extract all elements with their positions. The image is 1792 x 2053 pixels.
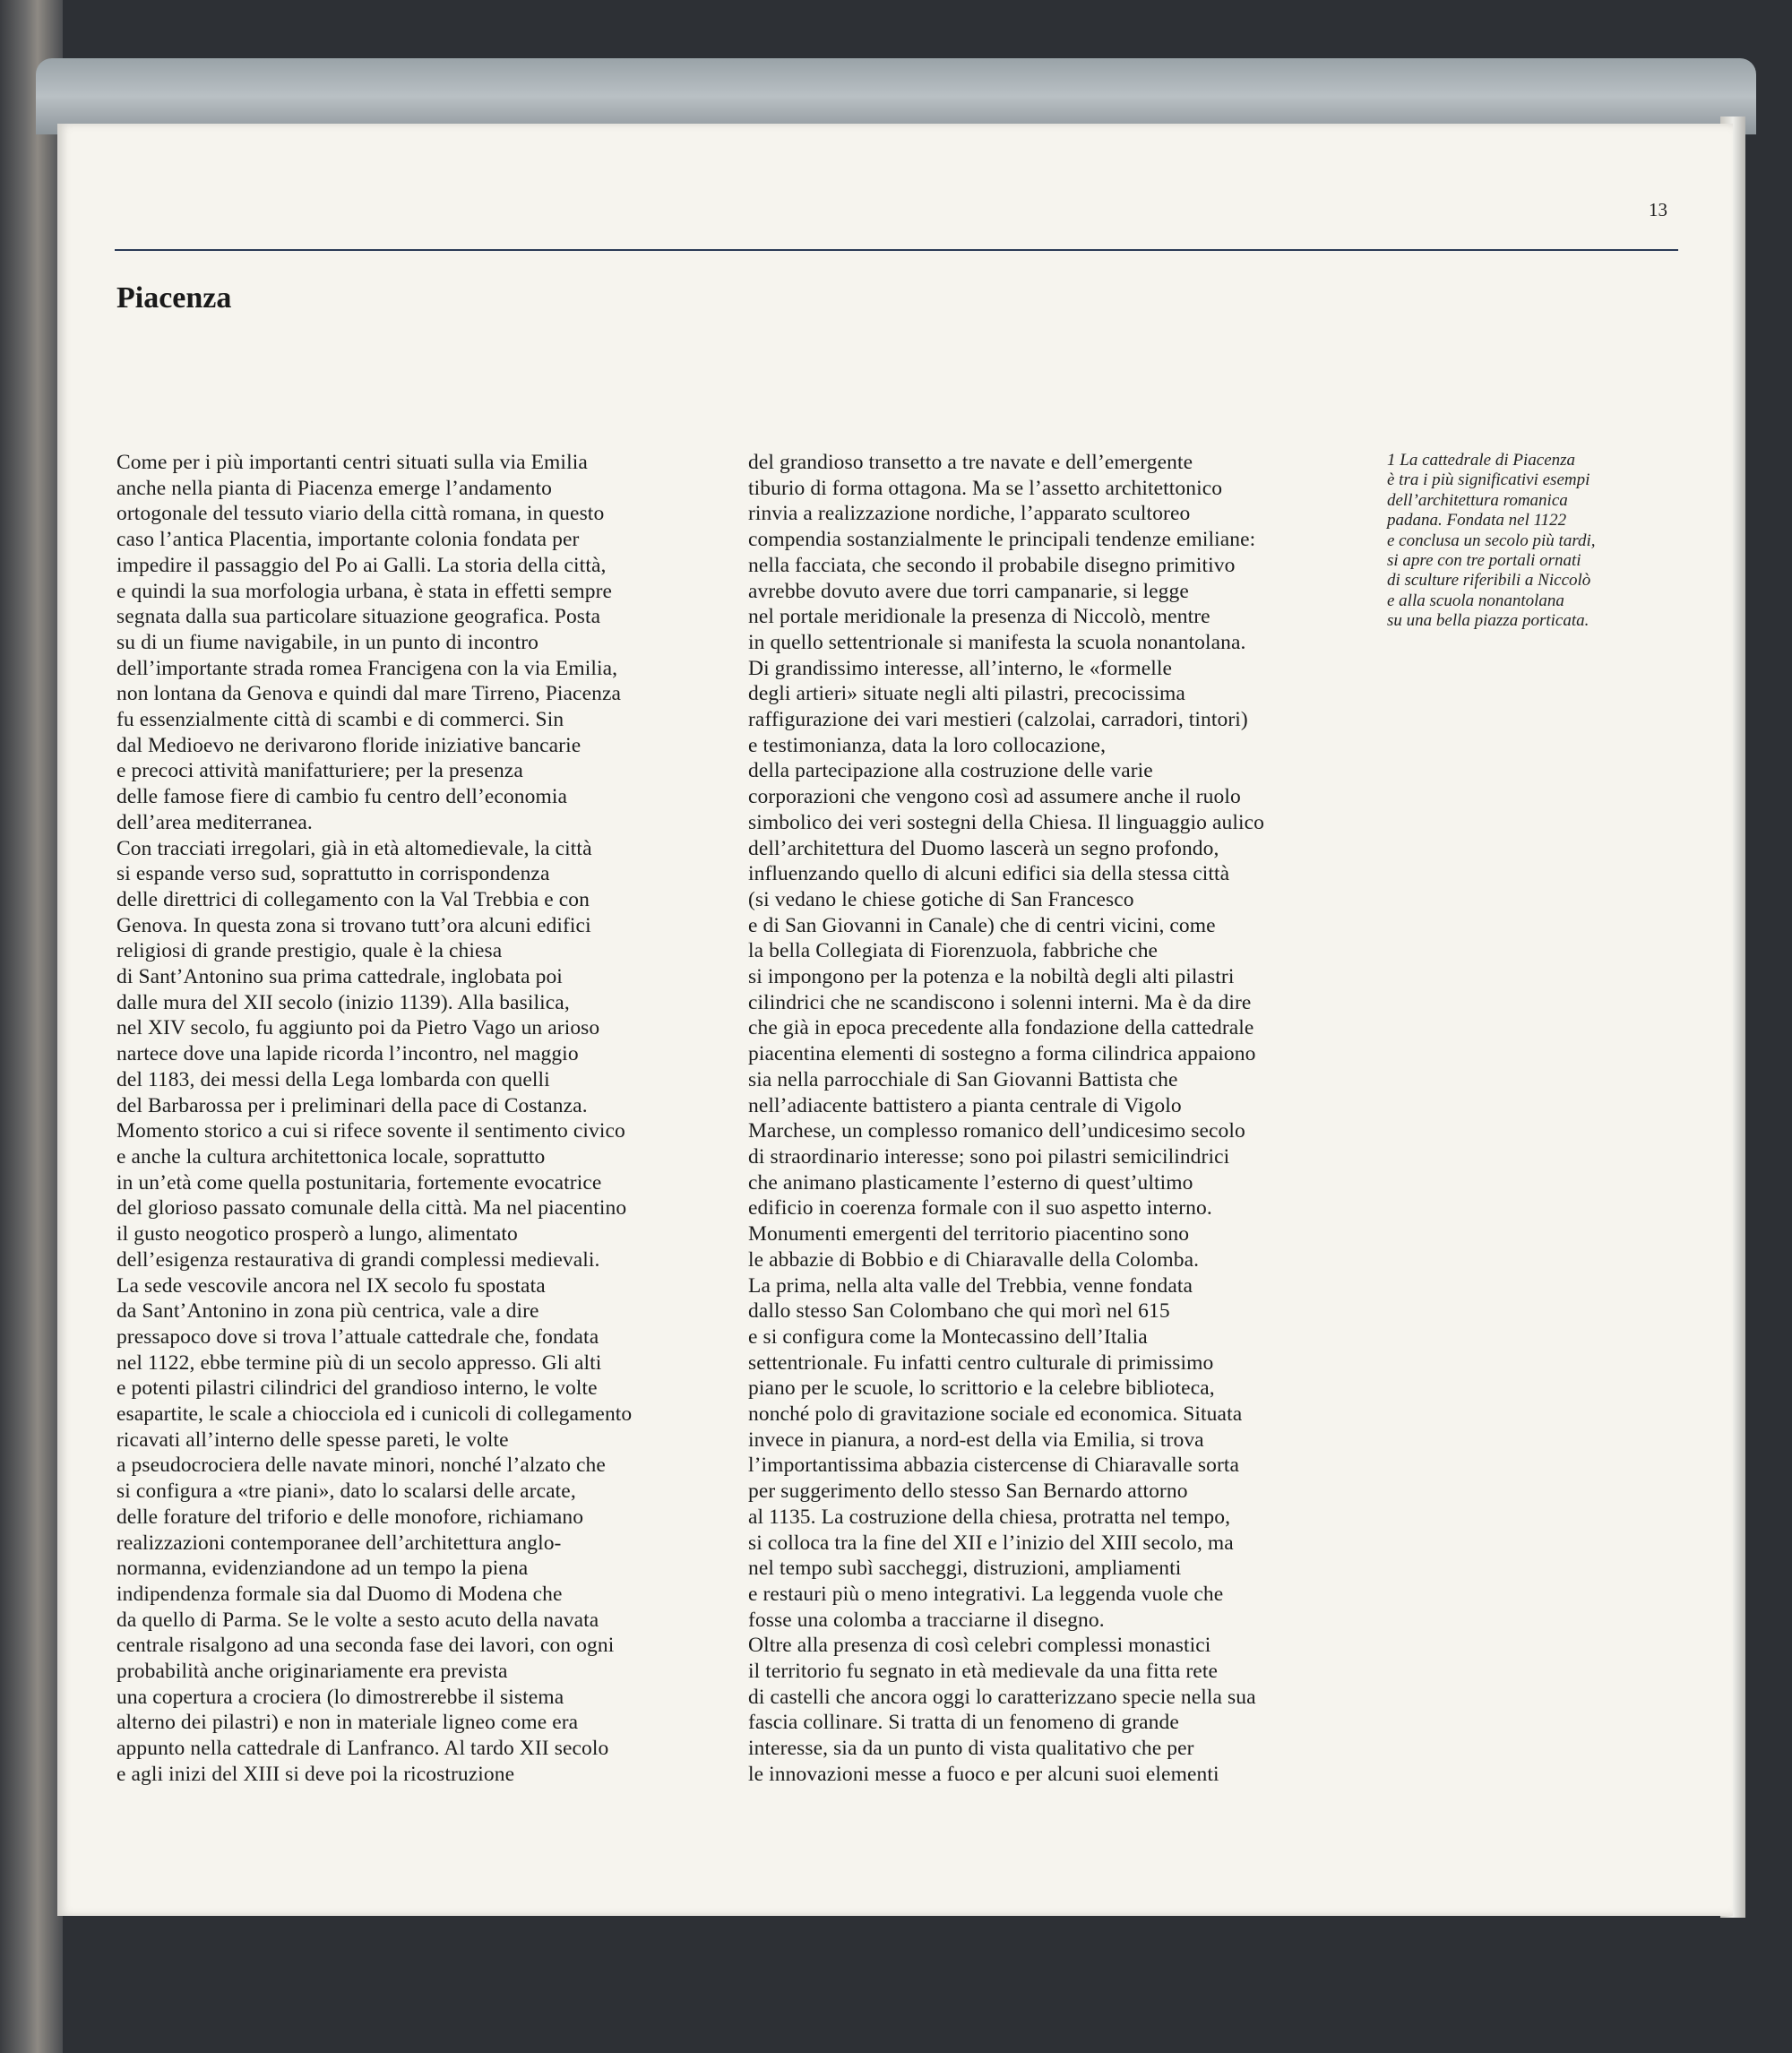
text-line: nell’adiacente battistero a pianta centrale di Vigolo bbox=[748, 1093, 1182, 1117]
text-line: l’importantissima abbazia cistercense di Chiaravalle sorta bbox=[748, 1453, 1240, 1478]
text-line: dallo stesso San Colombano che qui morì nel 615 bbox=[748, 1299, 1170, 1324]
book-spine-edge bbox=[0, 0, 63, 2053]
text-line: su una bella piazza porticata. bbox=[1387, 611, 1590, 631]
text-line: dell’importante strada romea Francigena con la via Emilia, bbox=[116, 656, 618, 680]
page-number: 13 bbox=[1649, 199, 1667, 220]
text-line: corporazioni che vengono così ad assumere anche il ruolo bbox=[748, 785, 1241, 809]
text-line: il territorio fu segnato in età medievale da una fitta rete bbox=[748, 1660, 1218, 1684]
text-line: anche nella pianta di Piacenza emerge l’andamento bbox=[116, 476, 552, 500]
text-line: impedire il passaggio del Po ai Galli. La storia della città, bbox=[116, 553, 607, 577]
text-line: di castelli che ancora oggi lo caratterizzano specie nella sua bbox=[748, 1685, 1256, 1709]
text-line: influenzando quello di alcuni edifici sia della stessa città bbox=[748, 862, 1230, 886]
text-line: nonché polo di gravitazione sociale ed economica. Situata bbox=[748, 1402, 1243, 1427]
text-line: del glorioso passato comunale della città. Ma nel piacentino bbox=[116, 1196, 627, 1221]
text-line: per suggerimento dello stesso San Bernardo attorno bbox=[748, 1479, 1188, 1504]
text-line: rinvia a realizzazione nordiche, l’apparato scultoreo bbox=[748, 502, 1191, 526]
text-line: fosse una colomba a tracciarne il disegno. bbox=[748, 1608, 1105, 1632]
text-line: pressapoco dove si trova l’attuale cattedrale che, fondata bbox=[116, 1324, 599, 1349]
text-line: dell’area mediterranea. bbox=[116, 810, 313, 834]
text-line: Di grandissimo interesse, all’interno, le «formelle bbox=[748, 656, 1173, 680]
text-line: religiosi di grande prestigio, quale è la chiesa bbox=[116, 939, 503, 963]
text-line: sia nella parrocchiale di San Giovanni Battista che bbox=[748, 1067, 1178, 1091]
text-column-middle bbox=[748, 450, 1357, 1788]
text-line: raffigurazione dei vari mestieri (calzolai, carradori, tintori) bbox=[748, 708, 1248, 732]
text-line: fu essenzialmente città di scambi e di commerci. Sin bbox=[116, 708, 564, 732]
text-column-left bbox=[116, 450, 726, 1788]
header-rule bbox=[115, 249, 1678, 251]
text-line: La prima, nella alta valle del Trebbia, venne fondata bbox=[748, 1273, 1193, 1298]
text-line: appunto nella cattedrale di Lanfranco. Al tardo XII secolo bbox=[116, 1737, 609, 1761]
text-line: e agli inizi del XIII si deve poi la ricostruzione bbox=[116, 1762, 515, 1786]
text-line: realizzazioni contemporanee dell’architettura anglo- bbox=[116, 1531, 562, 1555]
text-line: segnata dalla sua particolare situazione geografica. Posta bbox=[116, 605, 601, 629]
text-line: probabilità anche originariamente era prevista bbox=[116, 1660, 508, 1684]
text-line: nel XIV secolo, fu aggiunto poi da Pietro Vago un arioso bbox=[116, 1016, 600, 1040]
text-line: in quello settentrionale si manifesta la scuola nonantolana. bbox=[748, 630, 1246, 654]
text-line: del Barbarossa per i preliminari della pace di Costanza. bbox=[116, 1093, 588, 1117]
text-line: Genova. In questa zona si trovano tutt’ora alcuni edifici bbox=[116, 913, 591, 937]
text-line: dal Medioevo ne derivarono floride iniziative bancarie bbox=[116, 733, 582, 757]
text-line: che già in epoca precedente alla fondazione della cattedrale bbox=[748, 1016, 1254, 1040]
text-line: che animano plasticamente l’esterno di quest’ultimo bbox=[748, 1170, 1193, 1195]
text-line: le innovazioni messe a fuoco e per alcuni suoi elementi bbox=[748, 1762, 1219, 1786]
text-line: dell’esigenza restaurativa di grandi complessi medievali. bbox=[116, 1247, 600, 1272]
text-line: Oltre alla presenza di così celebri complessi monastici bbox=[748, 1634, 1211, 1658]
text-line: una copertura a crociera (lo dimostrerebbe il sistema bbox=[116, 1685, 564, 1709]
text-line: interesse, sia da un punto di vista qualitativo che per bbox=[748, 1737, 1194, 1761]
text-line: ricavati all’interno delle spesse pareti, le volte bbox=[116, 1428, 509, 1452]
text-line: il gusto neogotico prosperò a lungo, alimentato bbox=[116, 1222, 518, 1246]
text-line: è tra i più significativi esempi bbox=[1387, 470, 1590, 490]
text-line: compendia sostanzialmente le principali tendenze emiliane: bbox=[748, 528, 1256, 552]
text-line: del 1183, dei messi della Lega lombarda con quelli bbox=[116, 1067, 550, 1091]
text-line: di straordinario interesse; sono poi pilastri semicilindrici bbox=[748, 1144, 1230, 1169]
text-line: normanna, evidenziandone ad un tempo la piena bbox=[116, 1557, 529, 1581]
text-line: indipendenza formale sia dal Duomo di Modena che bbox=[116, 1582, 563, 1606]
text-line: dell’architettura romanica bbox=[1387, 490, 1568, 510]
text-line: La sede vescovile ancora nel IX secolo fu spostata bbox=[116, 1273, 546, 1298]
text-line: e anche la cultura architettonica locale, soprattutto bbox=[116, 1144, 546, 1169]
text-line: di sculture riferibili a Niccolò bbox=[1387, 571, 1591, 591]
text-line: caso l’antica Placentia, importante colonia fondata per bbox=[116, 528, 580, 552]
text-line: si impongono per la potenza e la nobiltà degli alti pilastri bbox=[748, 965, 1235, 989]
text-line: nel 1122, ebbe termine più di un secolo appresso. Gli alti bbox=[116, 1350, 602, 1375]
text-line: padana. Fondata nel 1122 bbox=[1387, 511, 1567, 531]
text-line: simbolico dei veri sostegni della Chiesa. Il linguaggio aulico bbox=[748, 810, 1264, 834]
text-line: da quello di Parma. Se le volte a sesto acuto della navata bbox=[116, 1608, 599, 1632]
text-line: degli artieri» situate negli alti pilastri, precocissima bbox=[748, 682, 1185, 706]
text-line: e alla scuola nonantolana bbox=[1387, 591, 1564, 610]
text-line: Momento storico a cui si rifece sovente il sentimento civico bbox=[116, 1119, 625, 1143]
text-line: fascia collinare. Si tratta di un fenomeno di grande bbox=[748, 1711, 1179, 1735]
text-line: esapartite, le scale a chiocciola ed i cunicoli di collegamento bbox=[116, 1402, 633, 1427]
text-line: Con tracciati irregolari, già in età altomedievale, la città bbox=[116, 836, 592, 860]
text-line: delle famose fiere di cambio fu centro dell’economia bbox=[116, 785, 568, 809]
text-line: edificio in coerenza formale con il suo aspetto interno. bbox=[748, 1196, 1212, 1221]
text-line: nartece dove una lapide ricorda l’incontro, nel maggio bbox=[116, 1042, 579, 1066]
figure-caption bbox=[1387, 451, 1674, 632]
text-line: Marchese, un complesso romanico dell’undicesimo secolo bbox=[748, 1119, 1245, 1143]
text-line: delle forature del triforio e delle monofore, richiamano bbox=[116, 1505, 584, 1529]
text-line: da Sant’Antonino in zona più centrica, vale a dire bbox=[116, 1299, 539, 1324]
text-line: tiburio di forma ottagona. Ma se l’assetto architettonico bbox=[748, 476, 1223, 500]
text-line: la bella Collegiata di Fiorenzuola, fabbriche che bbox=[748, 939, 1159, 963]
text-line: e quindi la sua morfologia urbana, è stata in effetti sempre bbox=[116, 579, 613, 603]
text-line: Monumenti emergenti del territorio piacentino sono bbox=[748, 1222, 1190, 1246]
text-line: in un’età come quella postunitaria, fortemente evocatrice bbox=[116, 1170, 602, 1195]
text-line: (si vedano le chiese gotiche di San Francesco bbox=[748, 887, 1134, 911]
text-line: e testimonianza, data la loro collocazione, bbox=[748, 733, 1107, 757]
text-line: Come per i più importanti centri situati sulla via Emilia bbox=[116, 451, 588, 474]
text-line: 1 La cattedrale di Piacenza bbox=[1387, 451, 1576, 470]
section-title: Piacenza bbox=[116, 281, 232, 315]
text-line: del grandioso transetto a tre navate e dell’emergente bbox=[748, 451, 1193, 474]
text-line: e potenti pilastri cilindrici del grandioso interno, le volte bbox=[116, 1376, 598, 1401]
text-line: e si configura come la Montecassino dell’Italia bbox=[748, 1324, 1148, 1349]
text-line: alterno dei pilastri) e non in materiale ligneo come era bbox=[116, 1711, 579, 1735]
text-line: si espande verso sud, soprattutto in corrispondenza bbox=[116, 862, 550, 886]
text-line: nel tempo subì saccheggi, distruzioni, ampliamenti bbox=[748, 1557, 1182, 1581]
text-line: settentrionale. Fu infatti centro culturale di primissimo bbox=[748, 1350, 1214, 1375]
text-line: le abbazie di Bobbio e di Chiaravalle della Colomba. bbox=[748, 1247, 1200, 1272]
text-line: cilindrici che ne scandiscono i solenni interni. Ma è da dire bbox=[748, 990, 1252, 1014]
text-line: piano per le scuole, lo scrittorio e la celebre biblioteca, bbox=[748, 1376, 1215, 1401]
text-line: su di un fiume navigabile, in un punto di incontro bbox=[116, 630, 539, 654]
text-line: al 1135. La costruzione della chiesa, protratta nel tempo, bbox=[748, 1505, 1231, 1529]
text-line: ortogonale del tessuto viario della città romana, in questo bbox=[116, 502, 605, 526]
text-line: di Sant’Antonino sua prima cattedrale, inglobata poi bbox=[116, 965, 563, 989]
text-line: si configura a «tre piani», dato lo scalarsi delle arcate, bbox=[116, 1479, 576, 1504]
text-line: e conclusa un secolo più tardi, bbox=[1387, 531, 1596, 550]
text-line: e restauri più o meno integrativi. La leggenda vuole che bbox=[748, 1582, 1224, 1606]
text-line: si colloca tra la fine del XII e l’inizio del XIII secolo, ma bbox=[748, 1531, 1234, 1555]
text-line: avrebbe dovuto avere due torri campanarie, si legge bbox=[748, 579, 1189, 603]
text-line: della partecipazione alla costruzione delle varie bbox=[748, 759, 1153, 783]
text-line: delle direttrici di collegamento con la Val Trebbia e con bbox=[116, 887, 590, 911]
text-line: a pseudocrociera delle navate minori, nonché l’alzato che bbox=[116, 1453, 606, 1478]
text-line: dalle mura del XII secolo (inizio 1139). Alla basilica, bbox=[116, 990, 570, 1014]
text-line: dell’architettura del Duomo lascerà un segno profondo, bbox=[748, 836, 1219, 860]
text-line: invece in pianura, a nord-est della via Emilia, si trova bbox=[748, 1428, 1204, 1452]
text-line: centrale risalgono ad una seconda fase dei lavori, con ogni bbox=[116, 1634, 615, 1658]
text-line: si apre con tre portali ornati bbox=[1387, 551, 1581, 571]
text-line: e di San Giovanni in Canale) che di centri vicini, come bbox=[748, 913, 1216, 937]
text-line: non lontana da Genova e quindi dal mare Tirreno, Piacenza bbox=[116, 682, 622, 706]
text-line: nel portale meridionale la presenza di Niccolò, mentre bbox=[748, 605, 1210, 629]
text-line: nella facciata, che secondo il probabile disegno primitivo bbox=[748, 553, 1236, 577]
text-line: piacentina elementi di sostegno a forma cilindrica appaiono bbox=[748, 1042, 1256, 1066]
text-line: e precoci attività manifatturiere; per la presenza bbox=[116, 759, 523, 783]
